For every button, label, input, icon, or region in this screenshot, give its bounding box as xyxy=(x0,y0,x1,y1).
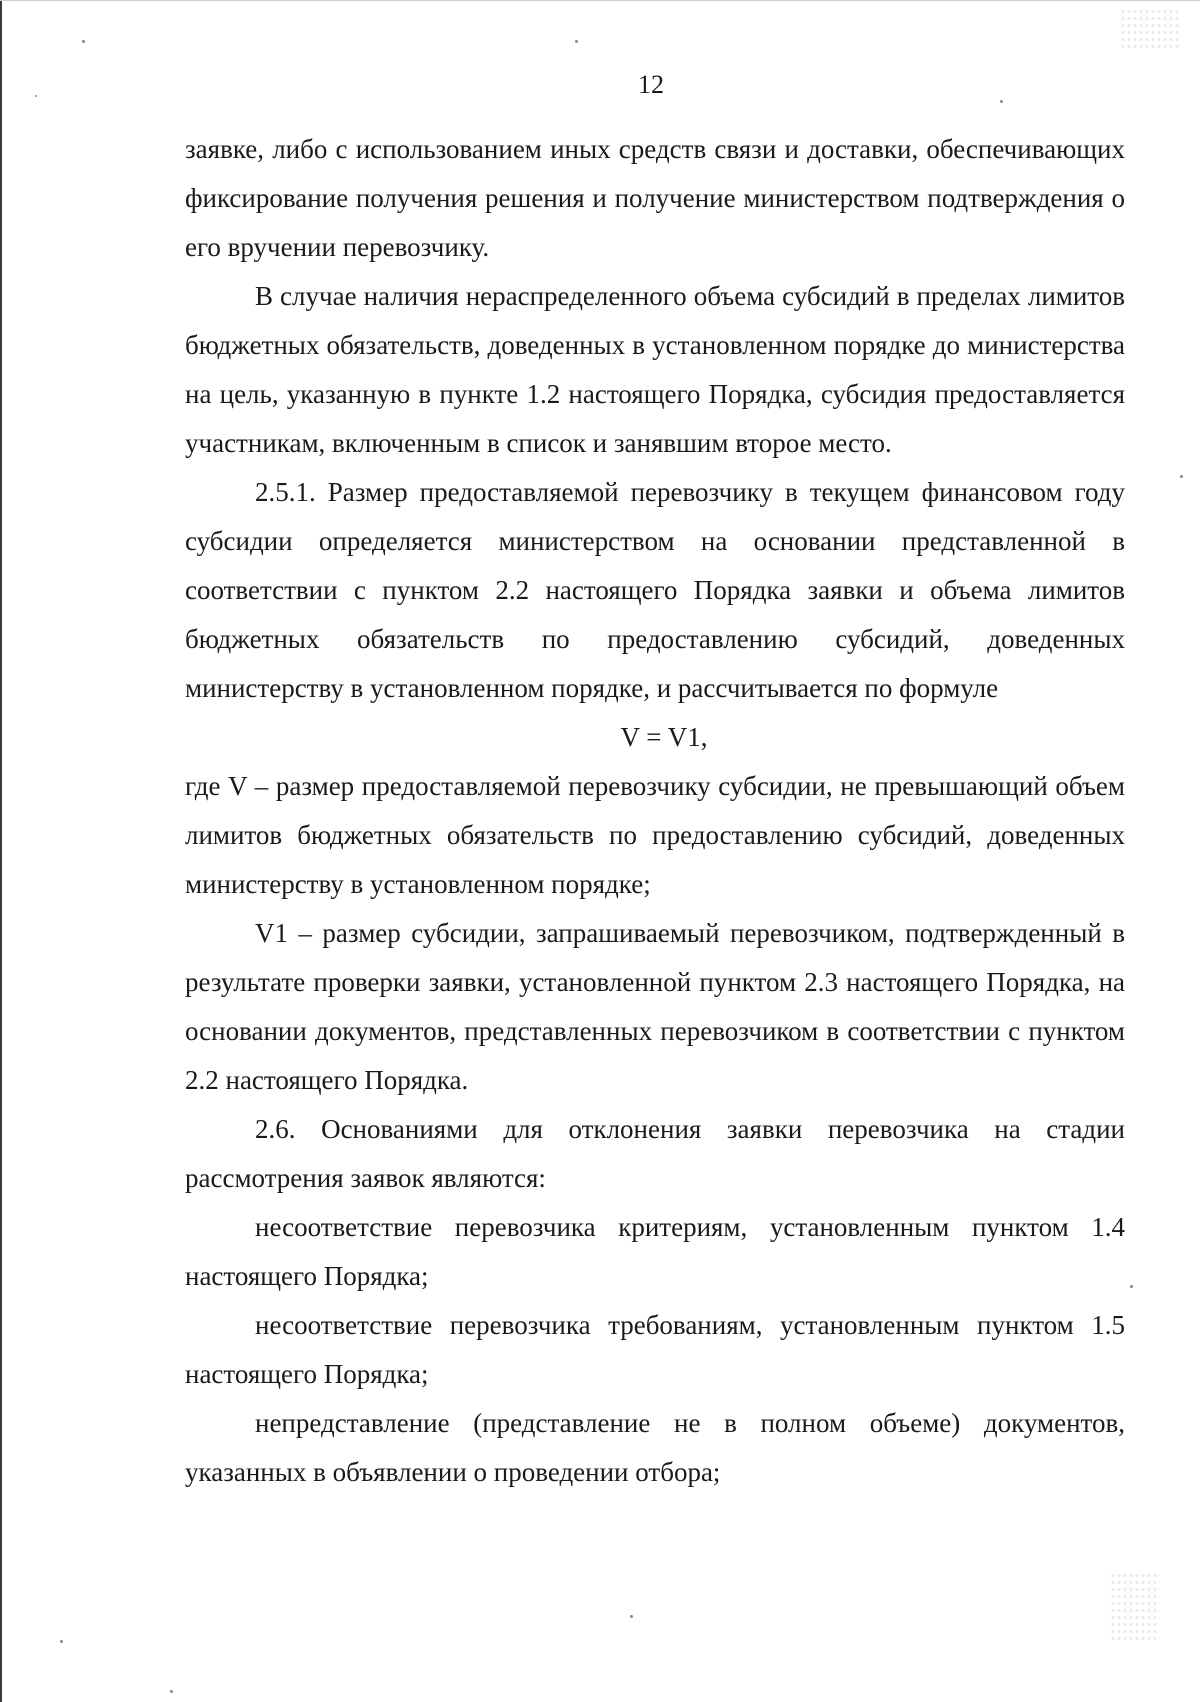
paragraph-formula-where-v: где V – размер предоставляемой перевозчику субсидии, не превышающий объем лимитов бюджетных обязательств по предоставлению субсидий, доведенных министерству в установленном порядке; xyxy=(185,771,1125,899)
scan-speck xyxy=(60,1640,63,1643)
page-number: 12 xyxy=(638,70,664,99)
scan-edge-top xyxy=(0,0,1200,1)
paragraph-undistributed-subsidy: В случае наличия нераспределенного объема субсидий в пределах лимитов бюджетных обязательств, доведенных в установленном порядке до министерства на цель, указанную в пункте 1.2 настоящего Порядка, субсидия предоставляется участникам, включенным в список и занявшим второе место. xyxy=(185,281,1125,458)
scan-edge-left xyxy=(0,0,2,1702)
scan-speck xyxy=(170,1690,173,1693)
list-item-criteria-mismatch: несоответствие перевозчика критериям, установленным пунктом 1.4 настоящего Порядка; xyxy=(185,1212,1125,1291)
formula: V = V1, xyxy=(620,722,708,752)
scan-speck xyxy=(1130,1285,1133,1288)
paragraph-formula-v1: V1 – размер субсидии, запрашиваемый перевозчиком, подтвержденный в результате проверки заявки, установленной пунктом 2.3 настоящего Порядка, на основании документов, представленных перевозчиком в соответствии с пунктом 2.2 настоящего Порядка. xyxy=(185,918,1125,1095)
list-item-requirements-mismatch: несоответствие перевозчика требованиям, установленным пунктом 1.5 настоящего Порядка; xyxy=(185,1310,1125,1389)
scan-speck xyxy=(575,40,578,43)
scan-speck xyxy=(82,40,85,43)
paragraph-2-6: 2.6. Основаниями для отклонения заявки перевозчика на стадии рассмотрения заявок являются: xyxy=(185,1114,1125,1193)
scan-noise-top-right xyxy=(1120,8,1180,48)
list-item-documents-missing: непредставление (представление не в полном объеме) документов, указанных в объявлении о проведении отбора; xyxy=(185,1408,1125,1487)
paragraph-continuation: заявке, либо с использованием иных средств связи и доставки, обеспечивающих фиксирование получения решения и получение министерством подтверждения о его вручении перевозчику. xyxy=(185,134,1125,262)
scan-speck xyxy=(1000,100,1003,103)
scan-noise-bottom-right xyxy=(1110,1572,1160,1642)
scan-speck xyxy=(1180,475,1183,478)
scan-speck xyxy=(630,1615,633,1618)
document-body xyxy=(185,125,1125,1497)
paragraph-2-5-1: 2.5.1. Размер предоставляемой перевозчику в текущем финансовом году субсидии определяется министерством на основании представленной в соответствии с пунктом 2.2 настоящего Порядка заявки и объема лимитов бюджетных обязательств по предоставлению субсидий, доведенных министерству в установленном порядке, и рассчитывается по формуле xyxy=(185,477,1125,703)
